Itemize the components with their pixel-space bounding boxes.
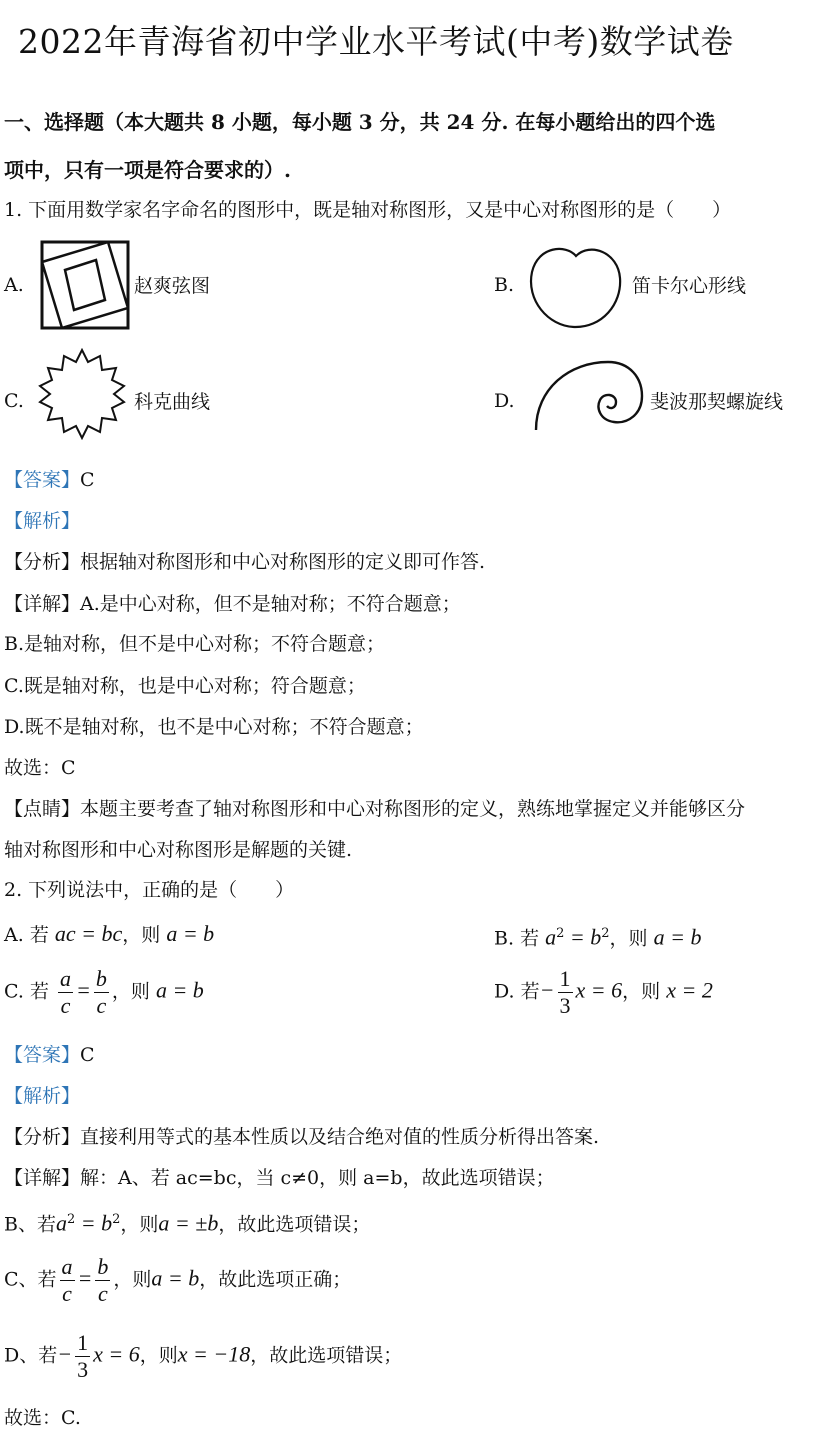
q1-option-b-caption: 笛卡尔心形线 [632,275,747,297]
q1-analysis-tag: 【解析】 [4,510,81,532]
page-title: 2022年青海省初中学业水平考试(中考)数学试卷 [18,22,734,61]
answer-value: C [80,469,95,491]
q1-xiangjie-line-1: 【详解】A.是中心对称，但不是轴对称；不符合题意； [4,593,461,615]
zhao-shuang-diagram-icon [40,240,130,330]
q1-option-a-caption: 赵爽弦图 [134,275,211,297]
q2-fenxi: 【分析】直接利用等式的基本性质以及结合绝对值的性质分析得出答案. [4,1126,600,1148]
q2-xiangjie-line-3: C、若 $\frac{a}{c}$ = $\frac{b}{c}$ ，则a = b，故此选项正确； [4,1254,352,1306]
q1-xiangjie-line-2: B.是轴对称，但不是中心对称；不符合题意； [4,633,386,655]
q2-xiangjie-line-4: D、若− $\frac{1}{3}$ x = 6，则x = −18，故此选项错误； [4,1330,403,1382]
answer-value: C [80,1044,95,1066]
fibonacci-spiral-icon [530,358,646,434]
answer-tag: 【答案】 [4,1044,81,1066]
q2-option-a: A. 若 ac = bc，则 a = b [4,921,215,946]
q1-option-b-letter: B. [494,274,515,296]
q1-option-d-caption: 斐波那契螺旋线 [650,391,784,413]
q1-dianjing-line-1: 【点睛】本题主要考查了轴对称图形和中心对称图形的定义，熟练地掌握定义并能够区分 [4,798,746,820]
q2-xiangjie-line-1: 【详解】解：A、若 ac=bc，当 c≠0，则 a=b，故此选项错误； [4,1167,555,1189]
q2-option-c: C. 若 $\frac{a}{c}$ = $\frac{b}{c}$ ，则 a = b [4,966,204,1018]
q2-analysis-tag: 【解析】 [4,1085,81,1107]
q1-option-c-letter: C. [4,390,24,412]
q2-option-b: B. 若 $a^2 = b^2$，则 a = b [494,924,702,950]
section-heading-line1: 一、选择题（本大题共 8 小题，每小题 3 分，共 24 分. 在每小题给出的四个选 [4,110,716,134]
q1-answer-line [4,468,95,492]
q1-xiangjie-line-4: D.既不是轴对称，也不是中心对称；不符合题意； [4,716,424,738]
answer-tag: 【答案】 [4,469,81,491]
section-heading-line2: 项中，只有一项是符合要求的）. [4,158,291,182]
q1-dianjing-line-2: 轴对称图形和中心对称图形是解题的关键. [4,839,353,861]
q1-option-d-letter: D. [494,390,515,412]
question-2-stem: 2. 下列说法中，正确的是（ ） [4,879,295,901]
q1-xiangjie-line-3: C.既是轴对称，也是中心对称；符合题意； [4,675,366,697]
q1-fenxi: 【分析】根据轴对称图形和中心对称图形的定义即可作答. [4,551,486,573]
q2-answer-line [4,1043,95,1067]
q2-final: 故选：C. [4,1407,81,1429]
q1-option-c-caption: 科克曲线 [134,391,211,413]
q2-xiangjie-line-2: B、若$a^2 = b^2$，则a = ±b，故此选项错误； [4,1210,371,1236]
q1-xiangjie-line-5: 故选：C [4,757,76,779]
koch-snowflake-icon [36,348,128,440]
question-1-stem: 1. 下面用数学家名字命名的图形中，既是轴对称图形，又是中心对称图形的是（ ） [4,199,732,221]
q1-option-a-letter: A. [4,274,24,296]
q2-option-d: D. 若− $\frac{1}{3}$ x = 6，则 x = 2 [494,966,713,1018]
cardioid-icon [526,242,626,332]
